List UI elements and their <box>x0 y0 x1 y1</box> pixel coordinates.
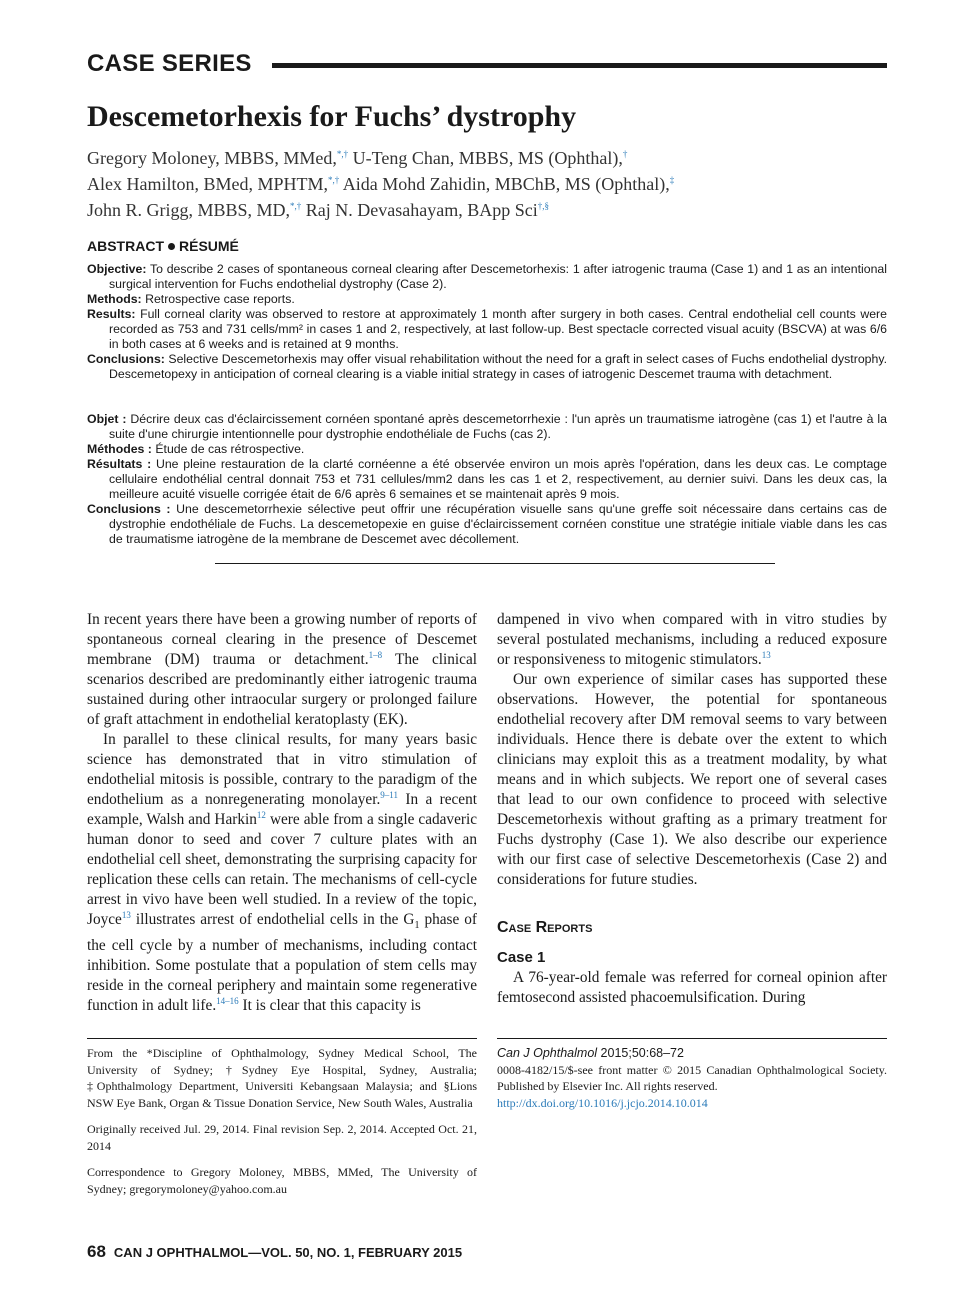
body-paragraph: A 76-year-old female was referred for corneal opinion after femtosecond assisted phacoemulsification. During <box>497 969 887 1006</box>
abstract-item <box>87 442 887 457</box>
author-name: John R. Grigg, MBBS, MD, <box>87 200 291 220</box>
abstract-item-label: Objet : <box>87 412 127 426</box>
abstract-item <box>87 307 887 352</box>
citation-link[interactable]: 14–16 <box>216 995 239 1006</box>
author-affiliation-mark: *,† <box>336 149 349 159</box>
abstract-item-label: Methods: <box>87 292 142 306</box>
body-paragraph: In recent years there have been a growing number of reports of spontaneous corneal clearing in the presence of Descemet membrane (DM) trauma or detachment.$^{1-8}$ The clinical scenarios described are predominantly either iatrogenic trauma sustained during other intraocular surgery or prolonged failure of graft attachment in endothelial keratoplasty (EK). <box>87 611 477 728</box>
author-affiliation-mark: *,† <box>290 201 302 211</box>
received-note: Originally received Jul. 29, 2014. Final revision Sep. 2, 2014. Accepted Oct. 21, 2014 <box>87 1122 477 1153</box>
author-affiliation-mark: †,§ <box>537 201 549 211</box>
journal-citation <box>497 1045 887 1062</box>
bullet-icon <box>168 243 175 250</box>
abstract-item-text: Étude de cas rétrospective. <box>155 442 305 456</box>
abstract-english <box>87 262 887 382</box>
author-affiliation-mark: † <box>622 149 628 159</box>
subsection-heading-case-1: Case 1 <box>497 949 546 966</box>
body-column-left <box>87 610 477 1016</box>
doi-link[interactable]: http://dx.doi.org/10.1016/j.jcjo.2014.10.014 <box>497 1095 708 1110</box>
abstract-item-text: Une descemetorrhexie sélective peut offrir une récupération visuelle sans qu'une greffe soit nécessaire dans certains cas de dystrophie endothéliale de Fuchs. La descemetopexie en guise d'éclaircissement cornéen constitue une stratégie initiale viable dans les cas de traumatisme iatrogène de la membrane de Descemet avec décollement. <box>109 502 887 546</box>
citation-link[interactable]: 9–11 <box>380 789 398 800</box>
footnotes-right <box>497 1045 887 1111</box>
citation-link[interactable]: 12 <box>256 809 266 820</box>
journal-line: CAN J OPHTHALMOL—VOL. 50, NO. 1, FEBRUARY 2015 <box>113 1245 463 1260</box>
citation-link[interactable]: 13 <box>761 649 771 660</box>
abstract-item-label: Results: <box>87 307 136 321</box>
page-footer <box>87 1242 462 1262</box>
abstract-item <box>87 292 887 307</box>
section-label: CASE SERIES <box>87 50 252 77</box>
citation-volume: 2015;50:68–72 <box>597 1046 684 1060</box>
author-name: U-Teng Chan, MBBS, MS (Ophthal), <box>352 148 623 168</box>
section-heading-case-reports: Case Reports <box>497 919 593 936</box>
abstract-divider <box>215 563 775 564</box>
abstract-item-label: Objective: <box>87 262 147 276</box>
footnote-divider <box>87 1038 477 1039</box>
author-name: Alex Hamilton, BMed, MPHTM, <box>87 174 328 194</box>
author-name: Raj N. Devasahayam, BApp Sci <box>305 200 538 220</box>
abstract-item-text: Full corneal clarity was observed to restore at approximately 1 month after surgery in both cases. Central endothelial cell counts were recorded as 753 and 731 cells/mm² in cases 1 and 2, respectively, at last follow-up. Best spectacle corrected visual acuity (BSCVA) at was 6/6 in both cases at 6 weeks and is retained at 9 months. <box>109 307 887 351</box>
abstract-item-label: Conclusions: <box>87 352 165 366</box>
author-name: Gregory Moloney, MBBS, MMed, <box>87 148 337 168</box>
abstract-item-text: Une pleine restauration de la clarté cornéenne a été observée environ un mois après l'opération, dans les deux cas. Le comptage cellulaire endothélial central donnait 753 et 731 cellules/mm2 dans les cas 1 et 2, respectivement, au dernier suivi. Dans les deux cas, la meilleure acuité visuelle corrigée était de 6/6 après 6 semaines et se maintenait après 9 mois. <box>109 457 887 501</box>
abstract-heading <box>87 238 239 254</box>
author-list <box>87 145 887 223</box>
abstract-item <box>87 262 887 292</box>
abstract-item <box>87 502 887 547</box>
abstract-item-text: Selective Descemetorhexis may offer visual rehabilitation without the need for a graft in select cases of Fuchs endothelial dystrophy. Descemetopexy in anticipation of corneal clearing is a viable initial strategy in cases of iatrogenic Descemet trauma with detachment. <box>109 352 887 381</box>
citation-link[interactable]: 13 <box>121 909 131 920</box>
affiliations-note: From the *Discipline of Ophthalmology, Sydney Medical School, The University of Sydney; †Sydney Eye Hospital, Sydney, Australia; ‡Ophthalmology Department, Universiti Kebangsaan Malaysia; and §Lions NSW Eye Bank, Organ & Tissue Donation Service, New South Wales, Australia <box>87 1046 477 1110</box>
journal-name: Can J Ophthalmol <box>497 1046 598 1060</box>
abstract-item-label: Méthodes : <box>87 442 152 456</box>
author-affiliation-mark: ‡ <box>669 175 675 185</box>
correspondence-note: Correspondence to Gregory Moloney, MBBS, MMed, The University of Sydney; gregorymoloney@yahoo.com.au <box>87 1165 477 1196</box>
article-title: Descemetorhexis for Fuchs’ dystrophy <box>87 100 577 133</box>
abstract-item-text: To describe 2 cases of spontaneous corneal clearing after Descemetorhexis: 1 after iatrogenic trauma (Case 1) and 1 as an intentional surgical intervention for Fuchs endothelial dystrophy (Case 2). <box>109 262 887 291</box>
abstract-item-text: Retrospective case reports. <box>145 292 295 306</box>
body-paragraph: dampened in vivo when compared with in vitro studies by several postulated mechanisms, including a reduced exposure or responsiveness to mitogenic stimulators.$^{13}$ <box>497 611 887 668</box>
author-affiliation-mark: *,† <box>328 175 340 185</box>
page-number: 68 <box>87 1242 106 1261</box>
abstract-item <box>87 412 887 442</box>
citation-link[interactable]: 1–8 <box>368 649 383 660</box>
body-paragraph: In parallel to these clinical results, for many years basic science has demonstrated that in vitro stimulation of endothelial mitosis is possible, contrary to the paradigm of the endothelium as a nonregenerating monolayer.$^{9-11}$ In a recent example, Walsh and Harkin$^{12}$ were able from a single cadaveric human donor to seed and cover 7 culture plates with an endothelial cell sheet, demonstrating the surprising capacity for replication these cells can retain. The mechanisms of cell-cycle arrest in vivo have been well studied. In a review of the topic, Joyce$^{13}$ illustrates arrest of endothelial cells in the $G_1$ phase of the cell cycle by a number of mechanisms, including contact inhibition. Some postulate that a population of stem cells may reside in the corneal periphery and maintain some regenerative function in adult life.$^{14-16}$ It is clear that this capacity is <box>87 731 477 1015</box>
abstract-item-text: Décrire deux cas d'éclaircissement cornéen spontané après descemetorrhexie : l'un après un traumatisme iatrogène (cas 1) et l'autre à la suite d'une chirurgie intentionnelle pour dystrophie endothéliale de Fuchs (cas 2). <box>109 412 887 441</box>
abstract-item <box>87 457 887 502</box>
author-name: Aida Mohd Zahidin, MBChB, MS (Ophthal), <box>342 174 670 194</box>
abstract-item-label: Résultats : <box>87 457 152 471</box>
copyright-note: 0008-4182/15/$-see front matter © 2015 Canadian Ophthalmological Society. Published by Elsevier Inc. All rights reserved. <box>497 1062 887 1093</box>
footnotes-left <box>87 1045 477 1207</box>
abstract-french <box>87 412 887 547</box>
resume-label: RÉSUMÉ <box>179 238 239 254</box>
body-column-right <box>497 610 887 1008</box>
body-paragraph: Our own experience of similar cases has supported these observations. However, the potential for spontaneous endothelial recovery after DM removal seems to vary between individuals. Hence there is debate over the extent to which clinicians may exploit this as a treatment modality, by what means and in which subjects. We report one of several cases that lead to our own confidence to proceed with selective Descemetorhexis without grafting as a primary treatment for Fuchs dystrophy (Case 1). We also describe our experience with our first case of selective Descemetorhexis (Case 2) and considerations for future studies. <box>497 671 887 888</box>
abstract-item-label: Conclusions : <box>87 502 171 516</box>
footnote-divider <box>497 1038 887 1039</box>
section-rule <box>272 63 887 68</box>
abstract-item <box>87 352 887 382</box>
abstract-label: ABSTRACT <box>87 238 164 254</box>
